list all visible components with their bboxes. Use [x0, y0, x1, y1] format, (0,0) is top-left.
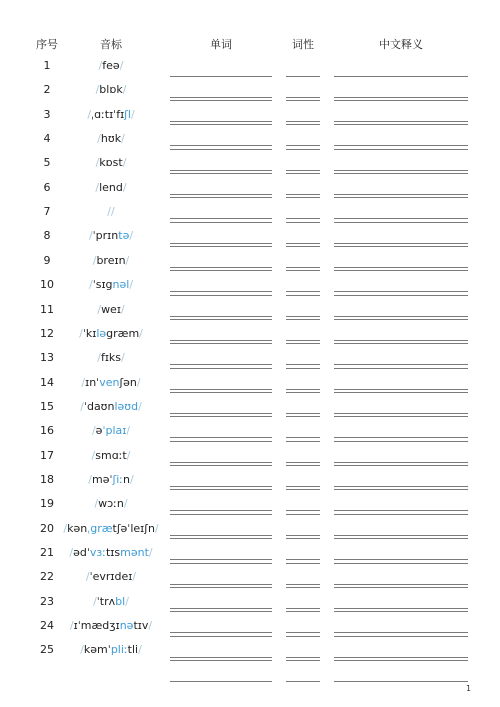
- table-row: [0, 643, 500, 667]
- word-answer-line[interactable]: [170, 489, 272, 490]
- pos-answer-line[interactable]: [286, 124, 320, 125]
- phonetic-transcription: /ˈevrɪdeɪ/: [85, 570, 137, 584]
- phonetic-transcription: /ˈdaʊnləʊd/: [80, 399, 142, 413]
- phonetic-transcription: /ˈtrʌbl/: [93, 594, 129, 608]
- table-row: [0, 205, 500, 229]
- row-number: 4: [43, 132, 51, 146]
- phonetic-transcription: /ˈkɪləgræm/: [79, 326, 143, 340]
- phonetic-transcription: /ədˈvɜːtɪsmənt/: [69, 546, 153, 559]
- phonetic-transcription: /ˈsɪgnəl/: [88, 278, 134, 292]
- phonetic-transcription: /smɑːt/: [91, 448, 131, 462]
- phonetic-transcription: /blɒk/: [95, 83, 127, 97]
- pos-answer-line[interactable]: [286, 149, 320, 150]
- row-number: 10: [40, 278, 54, 292]
- row-number: 12: [40, 326, 54, 340]
- phonetic-transcription: /weɪ/: [97, 302, 125, 316]
- row-number: 13: [40, 351, 54, 365]
- row-number: 6: [43, 180, 51, 194]
- row-number: 9: [43, 253, 51, 267]
- row-number: 21: [40, 546, 54, 559]
- meaning-answer-line[interactable]: [334, 416, 468, 417]
- phonetic-transcription: /ɪˈmædʒɪnətɪv/: [69, 619, 153, 633]
- word-answer-line[interactable]: [170, 76, 272, 77]
- meaning-answer-line[interactable]: [334, 611, 468, 612]
- row-number: 24: [40, 619, 54, 633]
- pos-answer-line[interactable]: [286, 343, 320, 344]
- table-row: [0, 303, 500, 327]
- pos-answer-line[interactable]: [286, 587, 320, 588]
- meaning-answer-line[interactable]: [334, 343, 468, 344]
- pos-answer-line[interactable]: [286, 660, 320, 661]
- meaning-answer-line[interactable]: [334, 319, 468, 320]
- pos-answer-line[interactable]: [286, 416, 320, 417]
- row-number: 5: [43, 156, 51, 170]
- phonetic-transcription: /ˌɑːtɪˈfɪʃl/: [87, 107, 135, 121]
- pos-answer-line[interactable]: [286, 681, 320, 682]
- word-answer-line[interactable]: [170, 246, 272, 247]
- table-row: [0, 473, 500, 497]
- meaning-answer-line[interactable]: [334, 563, 468, 564]
- table-row: [0, 449, 500, 473]
- row-number: 22: [40, 570, 54, 584]
- phonetic-transcription: /wɔːn/: [94, 497, 128, 511]
- pos-answer-line[interactable]: [286, 392, 320, 393]
- row-number: 15: [40, 399, 54, 413]
- phonetic-transcription: /əˈplaɪ/: [91, 424, 131, 438]
- table-row: [0, 327, 500, 351]
- word-answer-line[interactable]: [170, 681, 272, 682]
- meaning-answer-line[interactable]: [334, 270, 468, 271]
- meaning-answer-line[interactable]: [334, 124, 468, 125]
- pos-answer-line[interactable]: [286, 319, 320, 320]
- pos-answer-line[interactable]: [286, 100, 320, 101]
- meaning-answer-line[interactable]: [334, 197, 468, 198]
- meaning-answer-line[interactable]: [334, 660, 468, 661]
- table-row: [0, 83, 500, 107]
- row-number: 11: [40, 302, 54, 316]
- word-answer-line[interactable]: [170, 514, 272, 515]
- table-row: [0, 254, 500, 278]
- word-answer-line[interactable]: [170, 587, 272, 588]
- meaning-answer-line[interactable]: [334, 173, 468, 174]
- word-answer-line[interactable]: [170, 563, 272, 564]
- table-row: [0, 351, 500, 375]
- phonetic-transcription: /ɪnˈvenʃən/: [81, 375, 141, 389]
- row-number: 1: [43, 59, 51, 72]
- pos-answer-line[interactable]: [286, 441, 320, 442]
- meaning-answer-line[interactable]: [334, 636, 468, 637]
- word-answer-line[interactable]: [170, 660, 272, 661]
- word-answer-line[interactable]: [170, 368, 272, 369]
- header-pos: 词性: [292, 38, 314, 51]
- pos-answer-line[interactable]: [286, 465, 320, 466]
- table-row: [0, 522, 500, 546]
- meaning-answer-line[interactable]: [334, 441, 468, 442]
- header-num: 序号: [36, 38, 58, 51]
- word-answer-line[interactable]: [170, 124, 272, 125]
- pos-answer-line[interactable]: [286, 222, 320, 223]
- table-row: [0, 570, 500, 594]
- pos-answer-line[interactable]: [286, 295, 320, 296]
- row-number: 3: [43, 107, 51, 121]
- table-row: [0, 595, 500, 619]
- word-answer-line[interactable]: [170, 343, 272, 344]
- table-row: [0, 229, 500, 253]
- row-number: 25: [40, 643, 54, 657]
- pos-answer-line[interactable]: [286, 563, 320, 564]
- word-answer-line[interactable]: [170, 100, 272, 101]
- table-row: [0, 59, 500, 83]
- word-answer-line[interactable]: [170, 173, 272, 174]
- header-word: 单词: [210, 38, 232, 51]
- pos-answer-line[interactable]: [286, 173, 320, 174]
- word-answer-line[interactable]: [170, 416, 272, 417]
- pos-answer-line[interactable]: [286, 368, 320, 369]
- row-number: 7: [43, 205, 51, 219]
- word-answer-line[interactable]: [170, 149, 272, 150]
- word-answer-line[interactable]: [170, 636, 272, 637]
- table-row: [0, 619, 500, 643]
- word-answer-line[interactable]: [170, 197, 272, 198]
- meaning-answer-line[interactable]: [334, 465, 468, 466]
- phonetic-transcription: /kəmˈpliːtli/: [80, 643, 142, 657]
- header-ipa: 音标: [100, 38, 122, 51]
- word-answer-line[interactable]: [170, 538, 272, 539]
- meaning-answer-line[interactable]: [334, 489, 468, 490]
- meaning-answer-line[interactable]: [334, 222, 468, 223]
- table-row: [0, 546, 500, 570]
- word-answer-line[interactable]: [170, 270, 272, 271]
- meaning-answer-line[interactable]: [334, 246, 468, 247]
- word-answer-line[interactable]: [170, 465, 272, 466]
- table-row: [0, 278, 500, 302]
- pos-answer-line[interactable]: [286, 197, 320, 198]
- pos-answer-line[interactable]: [286, 270, 320, 271]
- pos-answer-line[interactable]: [286, 489, 320, 490]
- pos-answer-line[interactable]: [286, 246, 320, 247]
- phonetic-transcription: /kənˌgrætʃəˈleɪʃn/: [63, 521, 159, 535]
- row-number: 16: [40, 424, 54, 438]
- header-cn: 中文释义: [379, 38, 423, 51]
- word-answer-line[interactable]: [170, 295, 272, 296]
- pos-answer-line[interactable]: [286, 611, 320, 612]
- row-number: 20: [40, 521, 54, 535]
- word-answer-line[interactable]: [170, 611, 272, 612]
- pos-answer-line[interactable]: [286, 514, 320, 515]
- meaning-answer-line[interactable]: [334, 587, 468, 588]
- word-answer-line[interactable]: [170, 441, 272, 442]
- meaning-answer-line[interactable]: [334, 149, 468, 150]
- table-row: [0, 156, 500, 180]
- meaning-answer-line[interactable]: [334, 538, 468, 539]
- table-row: [0, 400, 500, 424]
- phonetic-transcription: /ˈprɪntə/: [88, 229, 134, 243]
- table-row: [0, 181, 500, 205]
- meaning-answer-line[interactable]: [334, 100, 468, 101]
- phonetic-transcription: /lend/: [95, 180, 127, 194]
- meaning-answer-line[interactable]: [334, 514, 468, 515]
- meaning-answer-line[interactable]: [334, 681, 468, 682]
- phonetic-transcription: /fɪks/: [97, 351, 125, 365]
- row-number: 8: [43, 229, 51, 243]
- phonetic-transcription: //: [107, 205, 115, 219]
- row-number: 14: [40, 375, 54, 389]
- page-number: 1: [466, 684, 472, 693]
- row-number: 18: [40, 472, 54, 486]
- meaning-answer-line[interactable]: [334, 76, 468, 77]
- row-number: 23: [40, 594, 54, 608]
- phonetic-transcription: /məˈʃiːn/: [88, 472, 134, 486]
- pos-answer-line[interactable]: [286, 538, 320, 539]
- word-answer-line[interactable]: [170, 392, 272, 393]
- word-answer-line[interactable]: [170, 319, 272, 320]
- table-row: [0, 132, 500, 156]
- meaning-answer-line[interactable]: [334, 295, 468, 296]
- word-answer-line[interactable]: [170, 222, 272, 223]
- phonetic-transcription: /kɒst/: [95, 156, 127, 170]
- table-row: [0, 108, 500, 132]
- table-row: [0, 376, 500, 400]
- table-row: [0, 497, 500, 521]
- pos-answer-line[interactable]: [286, 76, 320, 77]
- row-number: 17: [40, 448, 54, 462]
- phonetic-transcription: /feə/: [98, 59, 124, 72]
- pos-answer-line[interactable]: [286, 636, 320, 637]
- phonetic-transcription: /hʊk/: [97, 132, 125, 146]
- row-number: 2: [43, 83, 51, 97]
- row-number: 19: [40, 497, 54, 511]
- meaning-answer-line[interactable]: [334, 368, 468, 369]
- meaning-answer-line[interactable]: [334, 392, 468, 393]
- table-row: [0, 424, 500, 448]
- phonetic-transcription: /breɪn/: [92, 253, 130, 267]
